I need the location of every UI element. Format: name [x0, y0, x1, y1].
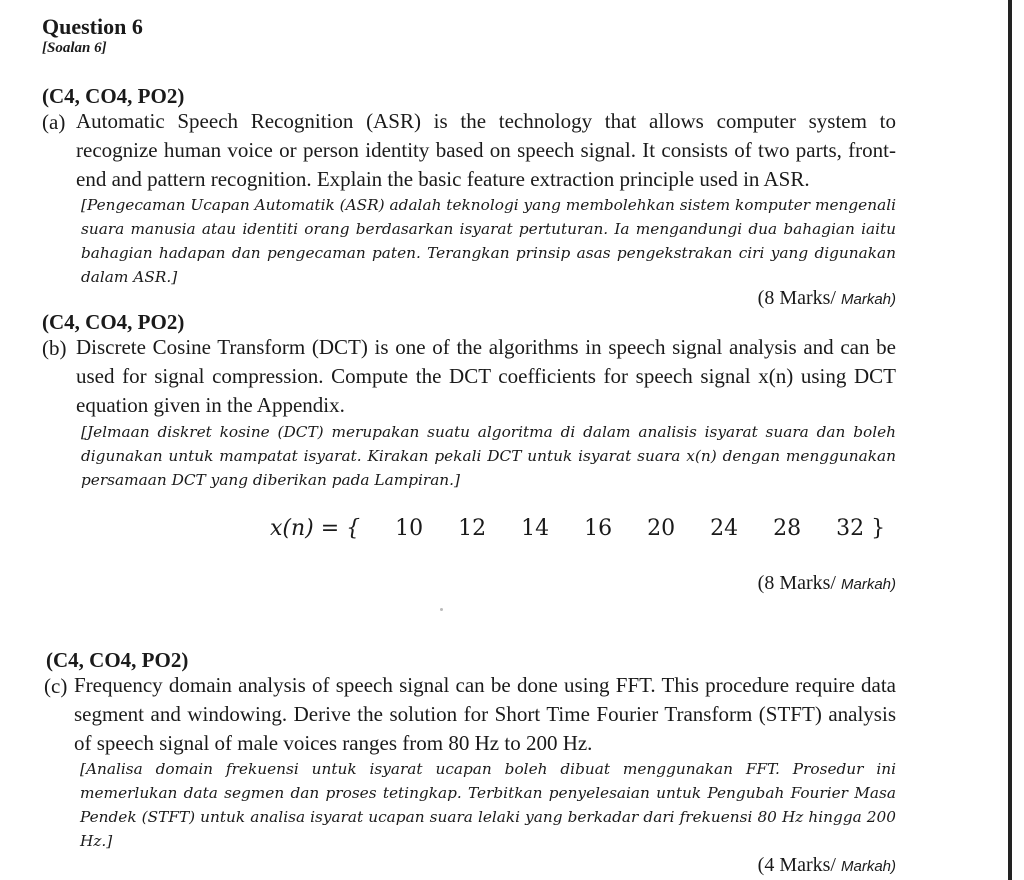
equation-value: 12	[458, 516, 487, 541]
part-b-question-malay: [Jelmaan diskret kosine (DCT) merupakan suatu algoritma di dalam analisis isyarat suara dan boleh digunakan untuk mampatat isyarat. Kirakan pekali DCT untuk isyarat suara x(n) dengan menggunakan persamaan DCT yang diberikan pada Lampiran.]	[81, 423, 896, 489]
marks-label-malay: Markah)	[840, 291, 896, 308]
part-c-code: (C4, CO4, PO2)	[46, 648, 189, 672]
marks-label: (4 Marks/	[757, 854, 836, 876]
marks-label: (8 Marks/	[757, 287, 836, 309]
equation-value: 10	[395, 516, 424, 541]
question-subtitle: [Soalan 6]	[42, 40, 107, 56]
part-b-label: (b)	[42, 336, 67, 360]
part-b-marks	[758, 572, 896, 595]
equation-value: 20	[647, 516, 676, 541]
part-a-question: Automatic Speech Recognition (ASR) is the technology that allows computer system to recognize human voice or person identity based on speech signal. It consists of two parts, front-end and pattern recognition. Explain the basic feature extraction principle used in ASR.	[76, 109, 896, 191]
equation-value: 14	[521, 516, 550, 541]
equation-lhs: x(n) = {	[270, 516, 361, 541]
part-b-question: Discrete Cosine Transform (DCT) is one of the algorithms in speech signal analysis and can be used for signal compression. Compute the DCT coefficients for speech signal x(n) using DCT equation given in the Appendix.	[76, 335, 896, 417]
part-a-question-malay: [Pengecaman Ucapan Automatik (ASR) adalah teknologi yang membolehkan sistem komputer mengenali suara manusia atau identiti orang berdasarkan isyarat pertuturan. Ia mengandungi dua bahagian iaitu bahagian hadapan dan pengecaman paten. Terangkan prinsip asas pengekstrakan ciri yang digunakan dalam ASR.]	[81, 196, 896, 286]
signal-equation	[270, 516, 885, 541]
scan-speck	[440, 608, 443, 611]
equation-value: 24	[710, 516, 739, 541]
marks-label: (8 Marks/	[757, 572, 836, 594]
part-b-code: (C4, CO4, PO2)	[42, 310, 185, 334]
part-c-marks	[758, 854, 896, 877]
equation-value: 16	[584, 516, 613, 541]
question-title: Question 6	[42, 14, 143, 39]
equation-rhs: }	[871, 516, 886, 541]
part-c-question-malay: [Analisa domain frekuensi untuk isyarat ucapan boleh dibuat menggunakan FFT. Prosedur ini memerlukan data segmen dan proses tetingkap. Terbitkan penyelesaian untuk Pengubah Fourier Masa Pendek (STFT) untuk analisa isyarat ucapan suara lelaki yang berkadar dari frekuensi 80 Hz hingga 200 Hz.]	[80, 760, 896, 850]
marks-label-malay: Markah)	[840, 858, 896, 875]
part-a-marks	[758, 287, 896, 310]
equation-value: 32	[836, 516, 865, 541]
marks-label-malay: Markah)	[840, 576, 896, 593]
part-c-label: (c)	[44, 674, 68, 698]
page-edge-shadow	[1008, 0, 1012, 880]
part-a-label: (a)	[42, 110, 66, 134]
part-c-question: Frequency domain analysis of speech signal can be done using FFT. This procedure require data segment and windowing. Derive the solution for Short Time Fourier Transform (STFT) analysis of speech signal of male voices ranges from 80 Hz to 200 Hz.	[74, 673, 896, 755]
equation-value: 28	[773, 516, 802, 541]
part-a-code: (C4, CO4, PO2)	[42, 84, 185, 108]
